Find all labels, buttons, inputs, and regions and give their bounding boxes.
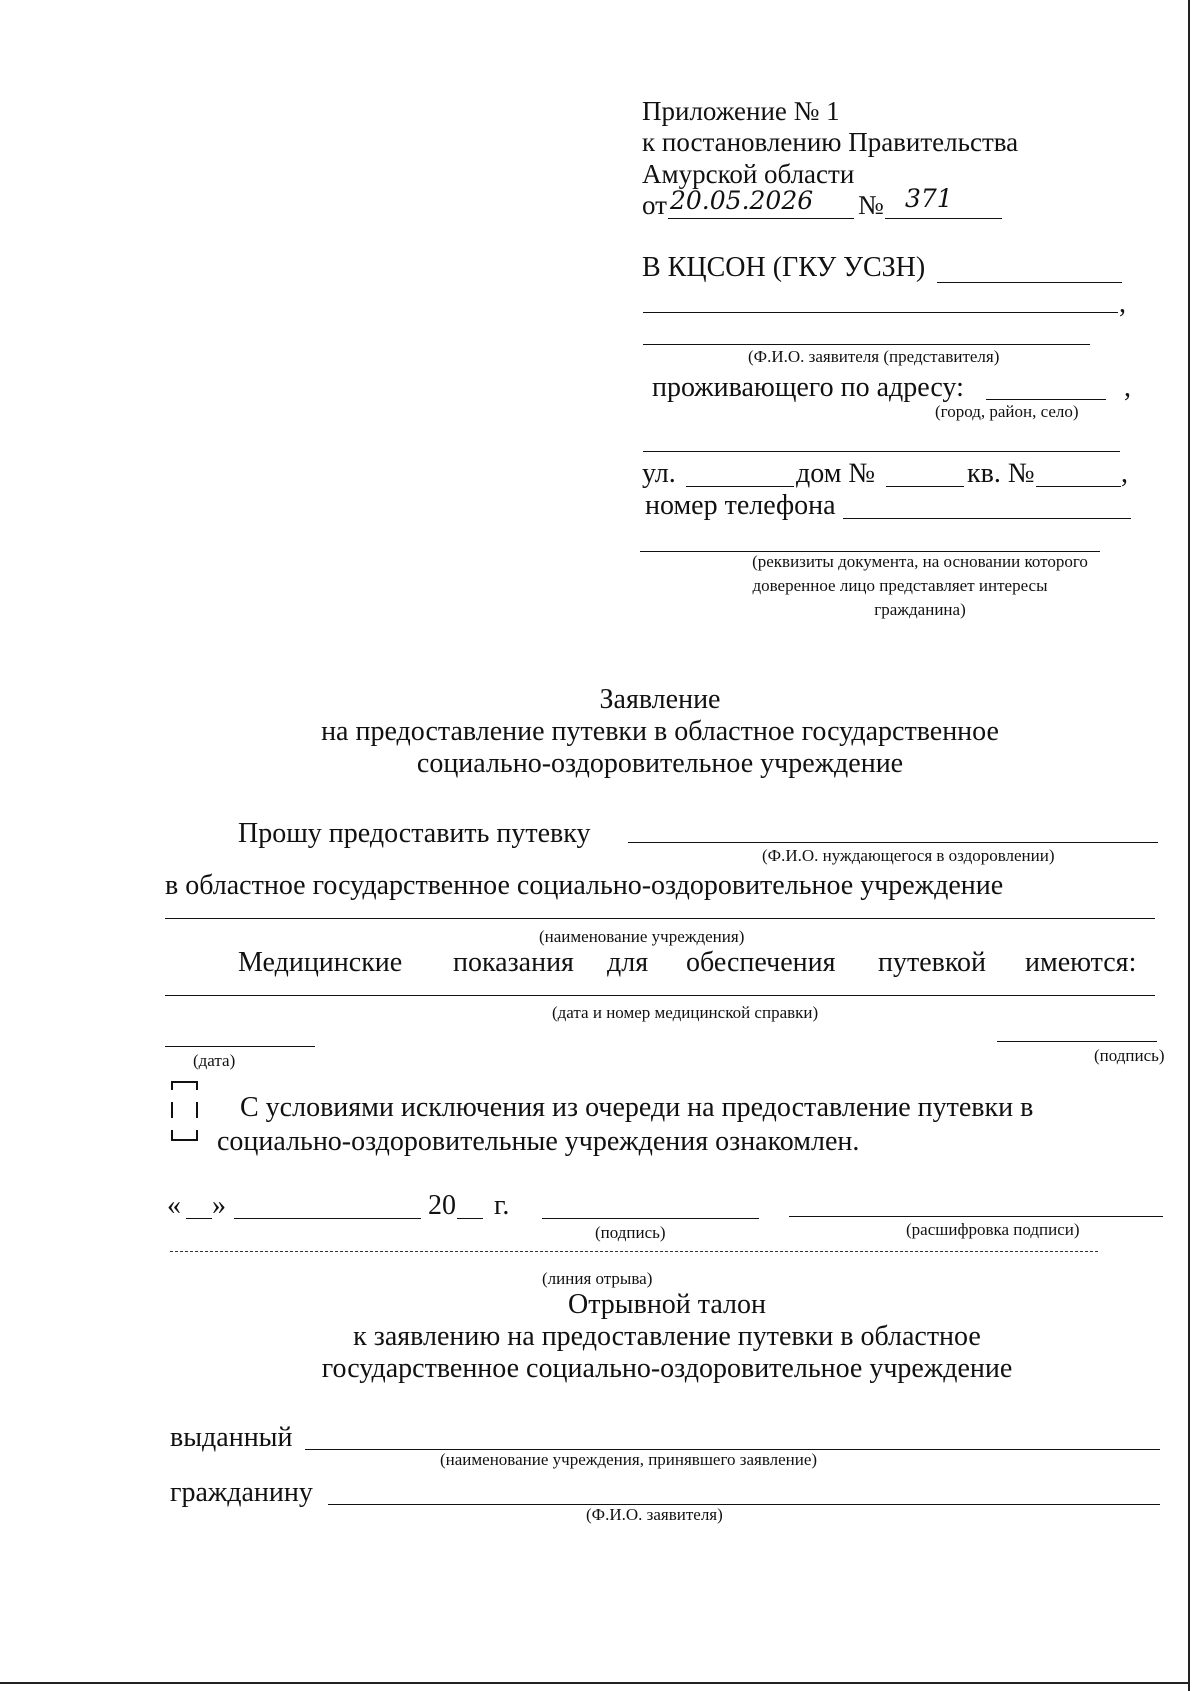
handwritten-date: 20.05.2026 [670, 186, 814, 215]
phone-label: номер телефона [645, 490, 836, 521]
sign-line [542, 1218, 759, 1219]
addressee-line-2 [643, 312, 1118, 313]
conditions-text-2: социально-оздоровительные учреждения ознакомлен. [217, 1126, 860, 1157]
flat-comma: , [1121, 458, 1128, 489]
house-label: дом № [796, 458, 876, 489]
address-line [643, 451, 1120, 452]
citizen-label: гражданину [170, 1477, 313, 1508]
date-line [165, 1046, 315, 1047]
page-edge-right [1188, 0, 1190, 1691]
addressee-to: В КЦСОН (ГКУ УСЗН) [642, 252, 926, 283]
medical-word-6: имеются: [1025, 947, 1137, 978]
rekv-caption-2: доверенное лицо представляет интересы [752, 576, 1048, 595]
page-edge-bottom [0, 1682, 1190, 1684]
conditions-text-1: С условиями исключения из очереди на предоставление путевки в [240, 1092, 1034, 1123]
appendix-resolution: к постановлению Правительства [642, 127, 1019, 157]
rekv-caption-1: (реквизиты документа, на основании которого [752, 552, 1088, 571]
medical-word-4: обеспечения [686, 947, 836, 978]
medical-word-2: показания [453, 947, 574, 978]
issued-caption: (наименование учреждения, принявшего заявление) [440, 1450, 818, 1469]
decode-line [789, 1216, 1163, 1217]
city-caption: (город, район, село) [935, 402, 1079, 421]
citizen-caption: (Ф.И.О. заявителя) [586, 1505, 723, 1524]
coupon-subtitle-2: государственное социально-оздоровительное учреждение [321, 1353, 1013, 1384]
fio-applicant-caption: (Ф.И.О. заявителя (представителя) [748, 347, 1000, 366]
flat-label: кв. № [967, 458, 1035, 489]
document-title: Заявление [599, 684, 721, 715]
tear-line [170, 1251, 1098, 1252]
month-line [234, 1218, 421, 1219]
day-line [186, 1218, 212, 1219]
request-caption: (Ф.И.О. нуждающегося в оздоровлении) [762, 846, 1055, 865]
signature-line [997, 1041, 1157, 1042]
document-subtitle-2: социально-оздоровительное учреждение [416, 748, 904, 779]
medical-caption: (дата и номер медицинской справки) [552, 1003, 819, 1022]
addressee-line-3 [643, 344, 1090, 345]
residing-comma: , [1124, 372, 1131, 403]
medical-word-1: Медицинские [238, 947, 403, 978]
institution-text: в областное государственное социально-оздоровительное учреждение [165, 870, 1004, 901]
medical-line [165, 995, 1155, 996]
addressee-comma: , [1119, 288, 1126, 319]
flat-line [1036, 486, 1121, 487]
rekv-caption-3: гражданина) [874, 600, 966, 619]
date-close-quote: » [212, 1190, 226, 1221]
house-line [886, 486, 964, 487]
street-label: ул. [642, 458, 676, 489]
decode-caption: (расшифровка подписи) [906, 1220, 1080, 1239]
phone-line [843, 518, 1131, 519]
year-prefix: 20 [428, 1190, 456, 1221]
medical-word-3: для [607, 947, 649, 978]
residing-line [986, 399, 1106, 400]
request-label: Прошу предоставить путевку [238, 818, 591, 849]
residing-label: проживающего по адресу: [652, 372, 964, 403]
acknowledge-checkbox[interactable] [170, 1080, 200, 1146]
medical-word-5: путевкой [878, 947, 987, 978]
handwritten-number: 371 [905, 184, 953, 213]
citizen-line [328, 1504, 1160, 1505]
document-subtitle-1: на предоставление путевки в областное государственное [321, 716, 999, 747]
street-line [686, 486, 794, 487]
sign-caption: (подпись) [595, 1223, 666, 1242]
addressee-line-1 [937, 282, 1122, 283]
institution-caption: (наименование учреждения) [539, 927, 745, 946]
institution-line [165, 918, 1155, 919]
tear-caption: (линия отрыва) [542, 1269, 653, 1288]
date-prefix: от [642, 190, 667, 220]
date-underline [668, 218, 854, 219]
year-suffix: г. [494, 1190, 510, 1221]
appendix-region: Амурской области [642, 159, 855, 189]
year-line [457, 1218, 483, 1219]
number-underline [885, 218, 1002, 219]
appendix-number: Приложение № 1 [642, 96, 840, 126]
signature-caption: (подпись) [1094, 1046, 1165, 1065]
number-prefix: № [858, 190, 884, 220]
coupon-title: Отрывной талон [567, 1289, 766, 1320]
issued-label: выданный [170, 1422, 293, 1453]
request-line [628, 842, 1158, 843]
coupon-subtitle-1: к заявлению на предоставление путевки в областное [353, 1321, 981, 1352]
date-open-quote: « [167, 1190, 181, 1221]
date-caption: (дата) [193, 1051, 236, 1070]
